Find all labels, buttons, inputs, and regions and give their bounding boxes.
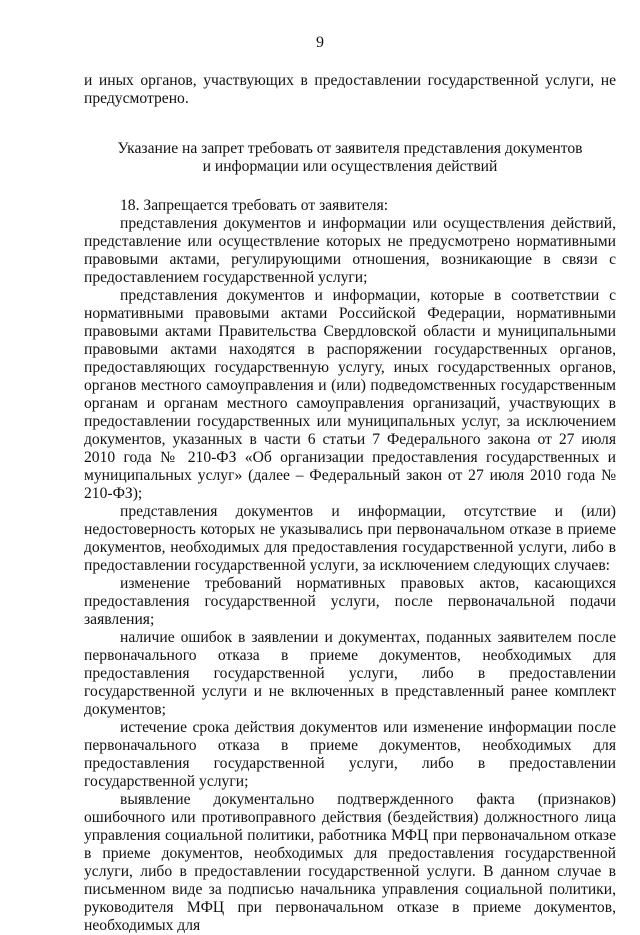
- document-body: [84, 72, 616, 935]
- paragraph: представления документов и информации, отсутствие и (или) недостоверность которых не указывались при первоначальном отказе в приеме документов, необходимых для предоставления государственной услуги, либо в предоставлении государственной услуги, за исключением следующих случаев:: [84, 503, 616, 574]
- paragraph: выявление документально подтвержденного факта (признаков) ошибочного или противоправного действия (бездействия) должностного лица управления социальной политики, работника МФЦ при первоначальном отказе в приеме документов, необходимых для предоставления государственной услуги, либо в предоставлении государственной услуги. В данном случае в письменном виде за подписью начальника управления социальной политики, руководителя МФЦ при первоначальном отказе в приеме документов, необходимых для: [84, 791, 616, 934]
- paragraph: представления документов и информации или осуществления действий, представление или осуществление которых не предусмотрено нормативными правовыми актами, регулирующими отношения, возникающие в связи с предоставлением государственной услуги;: [84, 215, 616, 286]
- section-heading: [84, 140, 616, 176]
- intro-paragraph: и иных органов, участвующих в предоставлении государственной услуги, не предусмотрено.: [84, 72, 616, 107]
- section-heading-line-1: Указание на запрет требовать от заявителя представления документов: [117, 140, 583, 157]
- paragraph: изменение требований нормативных правовых актов, касающихся предоставления государственной услуги, после первоначальной подачи заявления;: [84, 575, 616, 628]
- paragraph: представления документов и информации, которые в соответствии с нормативными правовыми актами Российской Федерации, нормативными правовыми актами Правительства Свердловской области и муниципальными правовыми актами находятся в распоряжении государственных органов, предоставляющих государственную услугу, иных государственных органов, органов местного самоуправления и (или) подведомственных государственным органам и органам местного самоуправления организаций, участвующих в предоставлении государственных или муниципальных услуг, за исключением документов, указанных в части 6 статьи 7 Федерального закона от 27 июля 2010 года № 210-ФЗ «Об организации предоставления государственных и муниципальных услуг» (далее – Федеральный закон от 27 июля 2010 года № 210-ФЗ);: [84, 287, 616, 502]
- section-heading-line-2: и информации или осуществления действий: [202, 158, 498, 175]
- page-number: 9: [316, 34, 324, 51]
- paragraph: истечение срока действия документов или изменение информации после первоначального отказа в приеме документов, необходимых для предоставления государственной услуги, либо в предоставлении государственной услуги;: [84, 719, 616, 790]
- paragraph: 18. Запрещается требовать от заявителя:: [120, 197, 389, 214]
- paragraph: наличие ошибок в заявлении и документах, поданных заявителем после первоначального отказа в приеме документов, необходимых для предоставления государственной услуги, либо в предоставлении государственной услуги и не включенных в представленный ранее комплект документов;: [84, 629, 616, 718]
